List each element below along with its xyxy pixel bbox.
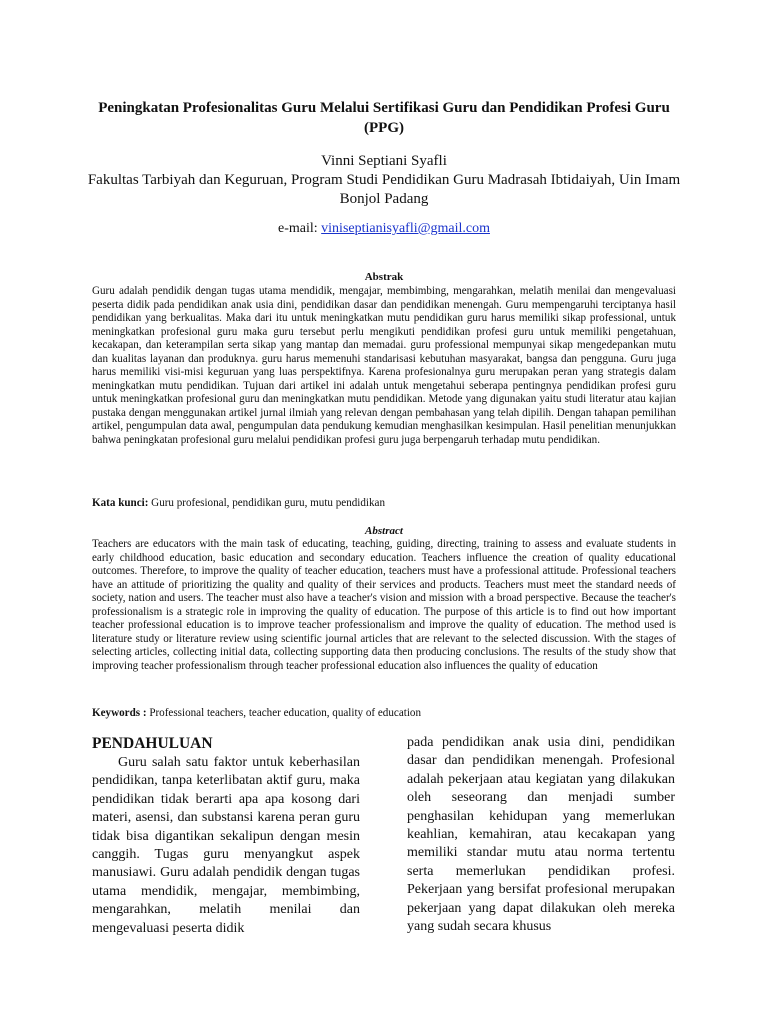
abstract-body: Teachers are educators with the main task of educating, teaching, guiding, directing, training to assess and evaluate students in early childhood education, basic education and secondary education. Teachers influence the creation of quality educational outcomes. Therefore, to improve the quality of teacher education, teachers must have a professional attitude. Professional teachers have an attitude of prioritizing the quality and quality of their services and products. Teachers must meet the standard needs of society, nation and users. The teacher must also have a teacher's vision and mission with a broad perspective. Because the teacher's professionalism is a strategic role in improving the quality of education. The purpose of this article is to find out how important teacher professional education is to improve teacher professionalism and improve the quality of education. The method used is literature study or literature review using scientific journal articles that are relevant to the selected discussion. With the stages of selecting articles, collecting initial data, collecting supporting data then producing conclusions. The results of the study show that improving teacher professionalism through teacher professional education also influences the quality of education — [92, 538, 676, 672]
kata-kunci-text: Guru profesional, pendidikan guru, mutu pendidikan — [148, 497, 386, 509]
kata-kunci-line — [92, 496, 676, 510]
keywords-label: Keywords : — [92, 707, 147, 719]
kata-kunci-label: Kata kunci: — [92, 497, 149, 509]
section-heading: PENDAHULUAN — [92, 735, 213, 752]
abstrak-body: Guru adalah pendidik dengan tugas utama mendidik, mengajar, membimbing, mengarahkan, melatih menilai dan mengevaluasi peserta didik pada pendidikan anak usia dini, pendidikan dasar dan pendidikan menengah. Guru mempengaruhi terciptanya hasil pendidikan yang berkualitas. Maka dari itu untuk meningkatkan mutu pendidikan guru harus memiliki sikap professional, untuk meningkatkan profesional guru maka guru tersebut perlu mengikuti pendidikan profesi guru untuk memiliki pengetahuan, kecakapan, dan keterampilan serta sikap yang mantap dan memadai. guru professional mempunyai sikap mengedepankan mutu dan kualitas layanan dan produknya. guru harus memenuhi standarisasi kebutuhan masyarakat, bangsa dan pengguna. Guru juga harus memiliki visi-misi keguruan yang luas perspektifnya. Karena profesionalnya guru merupakan peran yang strategis dalam meningkatkan mutu pendidikan. Tujuan dari artikel ini adalah untuk mengetahui seberapa pentingnya pendidikan profesi guru untuk meningkatkan profesional guru dan meningkatkan mutu pendidikan. Metode yang digunakan yaitu studi literatur atau kajian pustaka dengan menggunakan artikel jurnal ilmiah yang relevan dengan pembahasan yang telah dipilih. Dengan tahapan pemilihan artikel, pengumpulan data awal, pengumpulan data pendukung kemudian menghasilkan kesimpulan. Hasil penelitian menunjukkan bahwa peningkatan profesional guru melalui pendidikan profesi guru juga berpengaruh terhadap mutu pendidikan. — [92, 285, 676, 447]
abstract-heading: Abstract — [365, 525, 403, 537]
keywords-line — [92, 706, 676, 720]
author-block — [80, 152, 688, 209]
email-label: e-mail: — [278, 221, 322, 236]
intro-paragraph-left: Guru salah satu faktor untuk keberhasilan pendidikan, tanpa keterlibatan aktif guru, maka pendidikan tidak berarti apa apa kosong dari materi, asensi, dan substansi karena peran guru tidak bisa digantikan sekalipun dengan mesin canggih. Tugas guru menyangkut aspek manusiawi. Guru adalah pendidik dengan tugas utama mendidik, mengajar, membimbing, mengarahkan, melatih menilai dan mengevaluasi peserta didik — [92, 755, 360, 936]
intro-left-column — [92, 734, 360, 938]
keywords-text: Professional teachers, teacher education, quality of education — [146, 707, 422, 719]
email-link[interactable]: viniseptianisyafli@gmail.com — [321, 221, 490, 236]
email-line — [80, 220, 688, 238]
paper-title: Peningkatan Profesionalitas Guru Melalui Sertifikasi Guru dan Pendidikan Profesi Guru (PPG) — [98, 100, 670, 136]
intro-paragraph-right: pada pendidikan anak usia dini, pendidikan dasar dan pendidikan menengah. Profesional adalah pekerjaan atau kegiatan yang dilakukan oleh seseorang dan menjadi sumber penghasilan kehidupan yang memerlukan keahlian, kemahiran, atau kecakapan yang memiliki standar mutu atau norma tertentu serta memerlukan pendidikan profesi. Pekerjaan yang bersifat profesional merupakan pekerjaan yang dapat dilakukan oleh mereka yang sudah secara khusus — [407, 735, 675, 935]
intro-right-column — [407, 734, 675, 936]
author-affiliation: Fakultas Tarbiyah dan Keguruan, Program Studi Pendidikan Guru Madrasah Ibtidaiyah, Uin Imam Bonjol Padang — [87, 172, 681, 207]
author-name: Vinni Septiani Syafli — [321, 153, 447, 169]
abstrak-heading: Abstrak — [364, 271, 404, 283]
